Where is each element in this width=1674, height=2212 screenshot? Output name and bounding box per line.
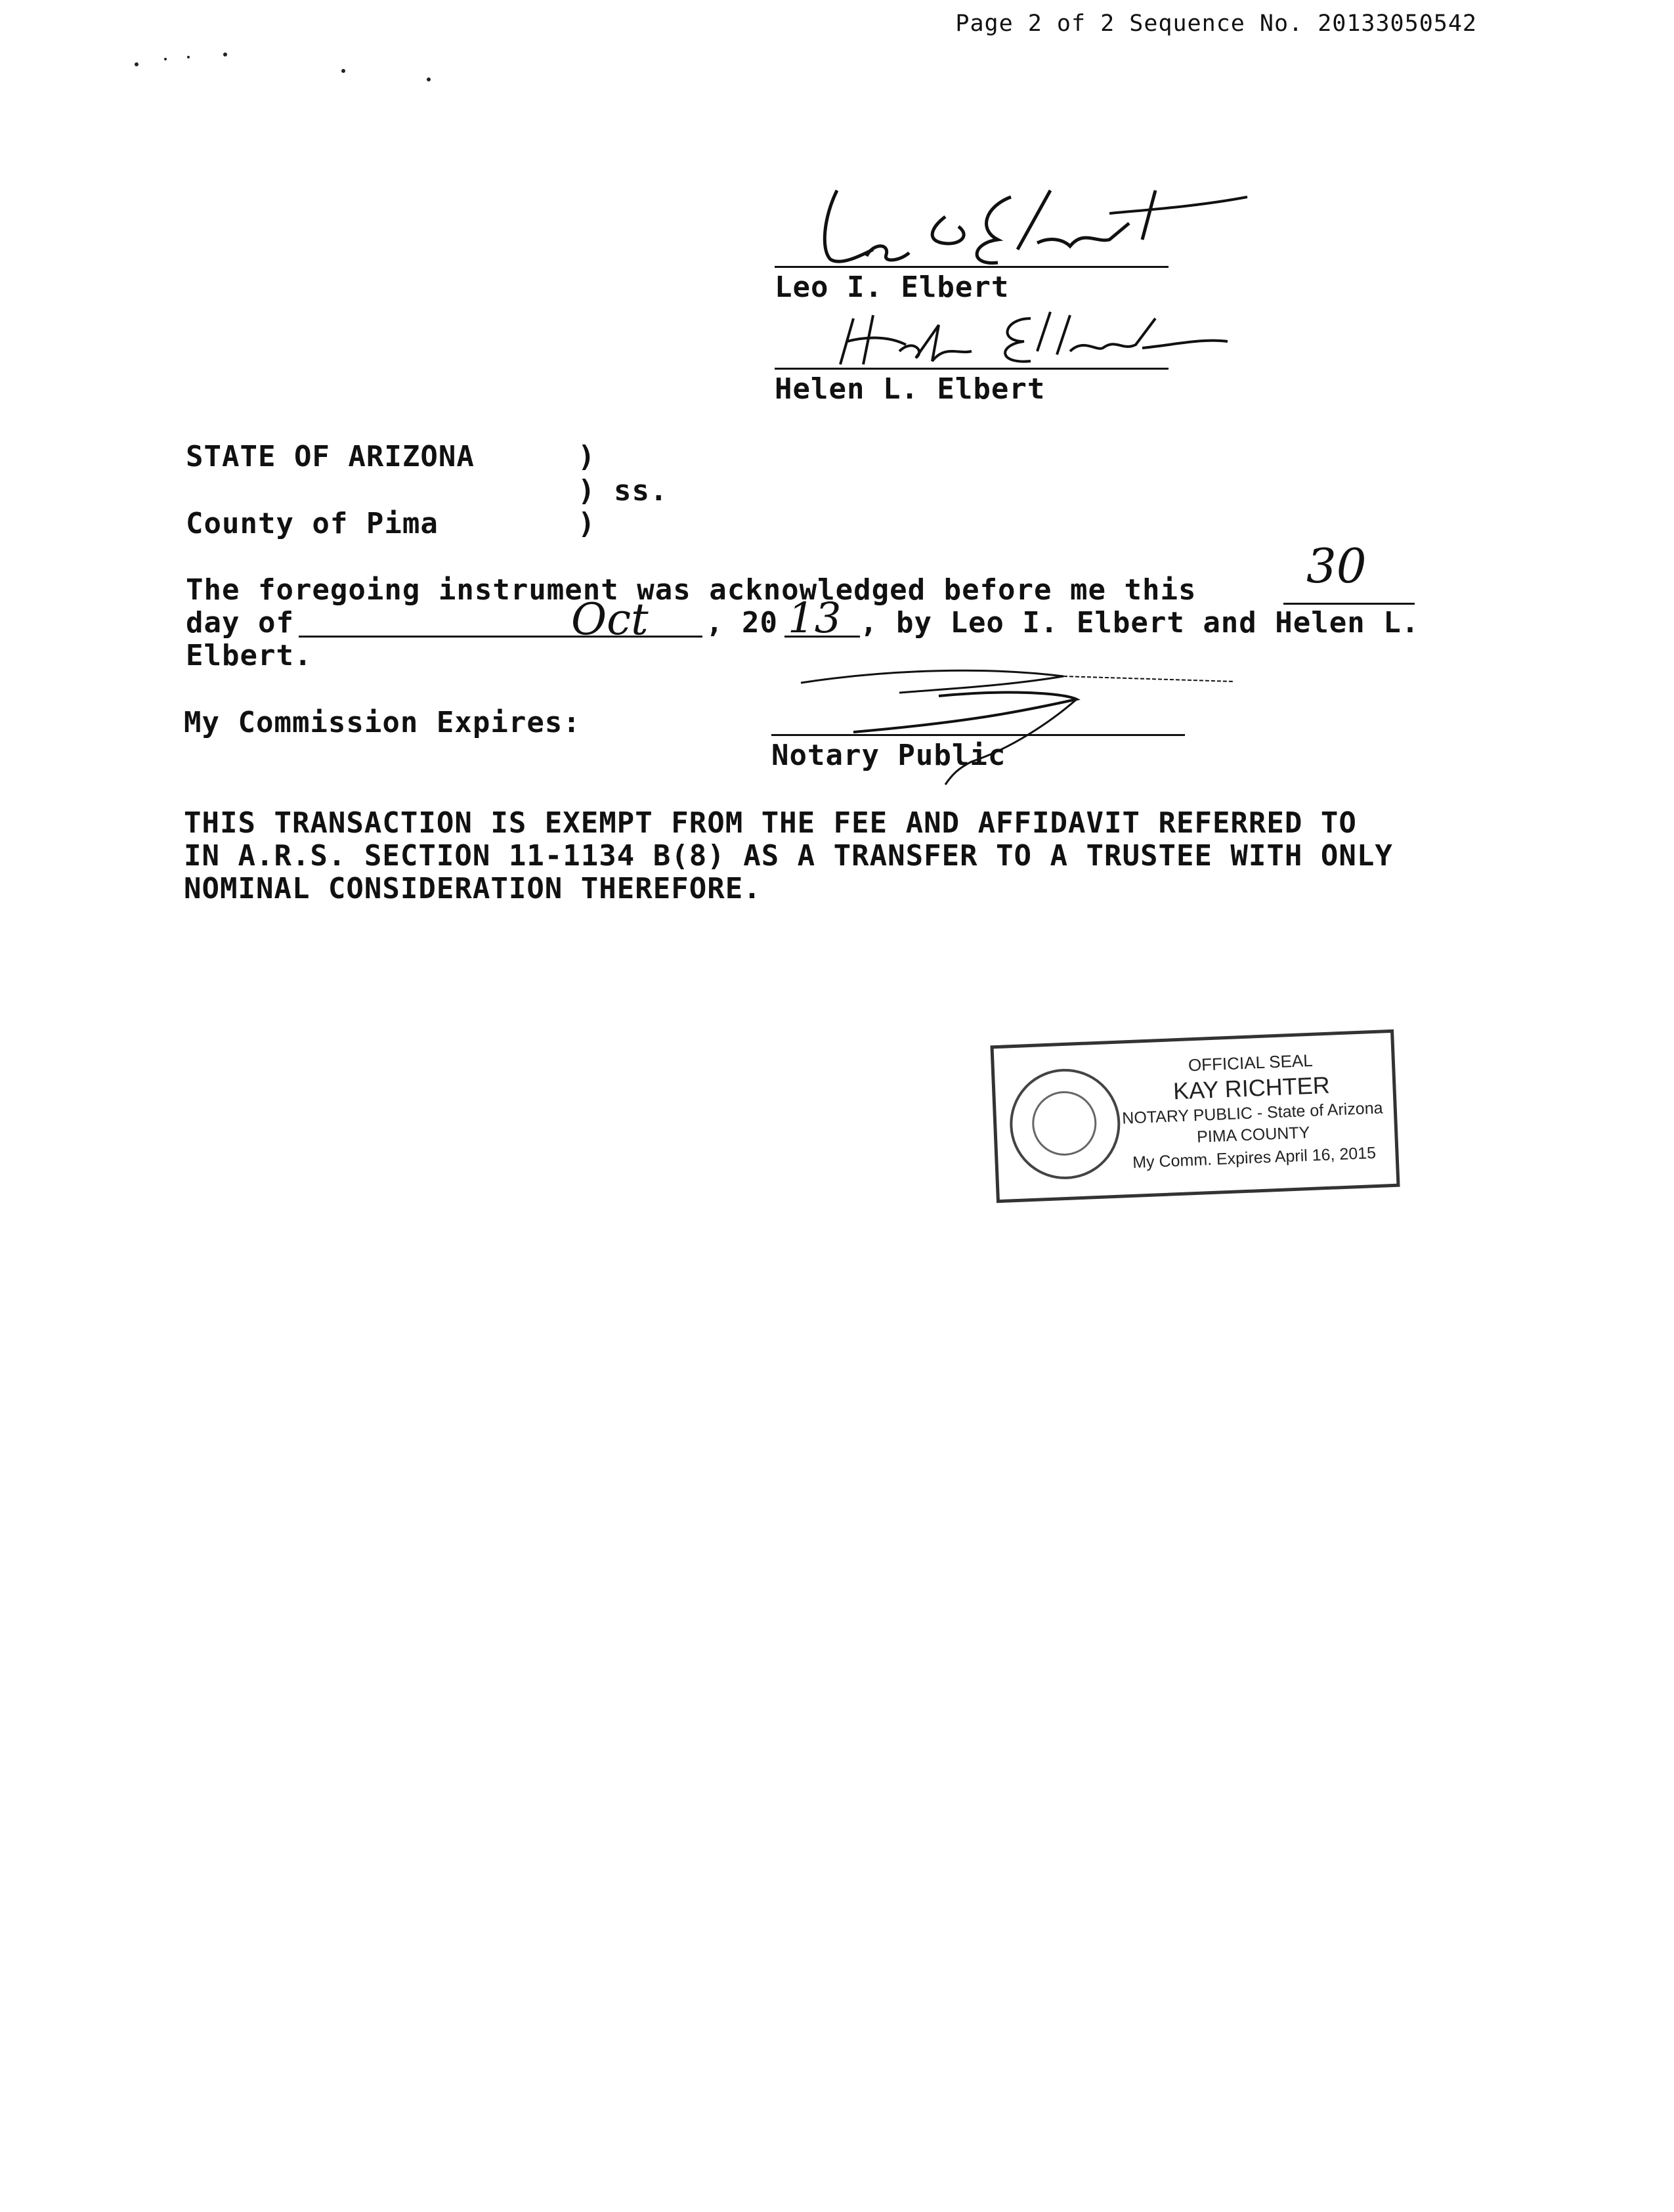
scan-speck: [164, 58, 167, 60]
ack-line-2-prefix: day of: [186, 606, 294, 640]
signer1-name: Leo I. Elbert: [775, 271, 1010, 304]
ack-line-2-suffix: , by Leo I. Elbert and Helen L.: [860, 606, 1420, 640]
state-label: STATE OF ARIZONA: [186, 440, 475, 473]
commission-expires-label: My Commission Expires:: [184, 706, 581, 739]
handwritten-day: 30: [1306, 538, 1367, 594]
ack-line-3: Elbert.: [186, 639, 312, 672]
signer2-name: Helen L. Elbert: [775, 372, 1046, 406]
scan-speck: [341, 69, 345, 73]
ack-line-2-year-prefix: , 20: [706, 606, 778, 640]
venue-paren-1: ): [578, 440, 596, 473]
venue-paren-2: ): [578, 507, 596, 540]
stamp-notary-name: KAY RICHTER: [1172, 1071, 1331, 1105]
ss-label: ) ss.: [578, 474, 668, 508]
stamp-official-seal: OFFICIAL SEAL: [1188, 1050, 1314, 1075]
scan-speck: [135, 62, 139, 66]
ack-line-1: The foregoing instrument was acknowledged before me this: [186, 573, 1197, 607]
day-blank: [1283, 603, 1415, 605]
stamp-expiration: My Comm. Expires April 16, 2015: [1132, 1144, 1377, 1172]
page-sequence-header: Page 2 of 2 Sequence No. 20133050542: [955, 11, 1477, 37]
stamp-notary-state: NOTARY PUBLIC - State of Arizona: [1121, 1098, 1383, 1128]
seal-inner-ring: [1031, 1090, 1098, 1157]
official-seal-stamp: [990, 1030, 1400, 1203]
helen-elbert-signature: [834, 299, 1241, 378]
scan-speck: [427, 77, 431, 81]
signature-line-1: [775, 266, 1169, 268]
signature-line-2: [775, 368, 1169, 370]
notary-signature-line: [771, 734, 1185, 736]
stamp-county: PIMA COUNTY: [1196, 1123, 1310, 1146]
county-label: County of Pima: [186, 507, 439, 540]
scan-speck: [187, 56, 190, 58]
scan-speck: [223, 53, 227, 56]
handwritten-year: 13: [788, 594, 842, 643]
exemption-line-1: THIS TRANSACTION IS EXEMPT FROM THE FEE AND AFFIDAVIT REFERRED TO: [184, 806, 1357, 840]
handwritten-month: Oct: [571, 594, 649, 645]
notary-public-label: Notary Public: [771, 739, 1006, 772]
exemption-line-2: IN A.R.S. SECTION 11-1134 B(8) AS A TRANSFER TO A TRUSTEE WITH ONLY: [184, 839, 1393, 873]
arizona-state-seal-icon: [1008, 1067, 1123, 1182]
exemption-line-3: NOMINAL CONSIDERATION THEREFORE.: [184, 872, 762, 905]
